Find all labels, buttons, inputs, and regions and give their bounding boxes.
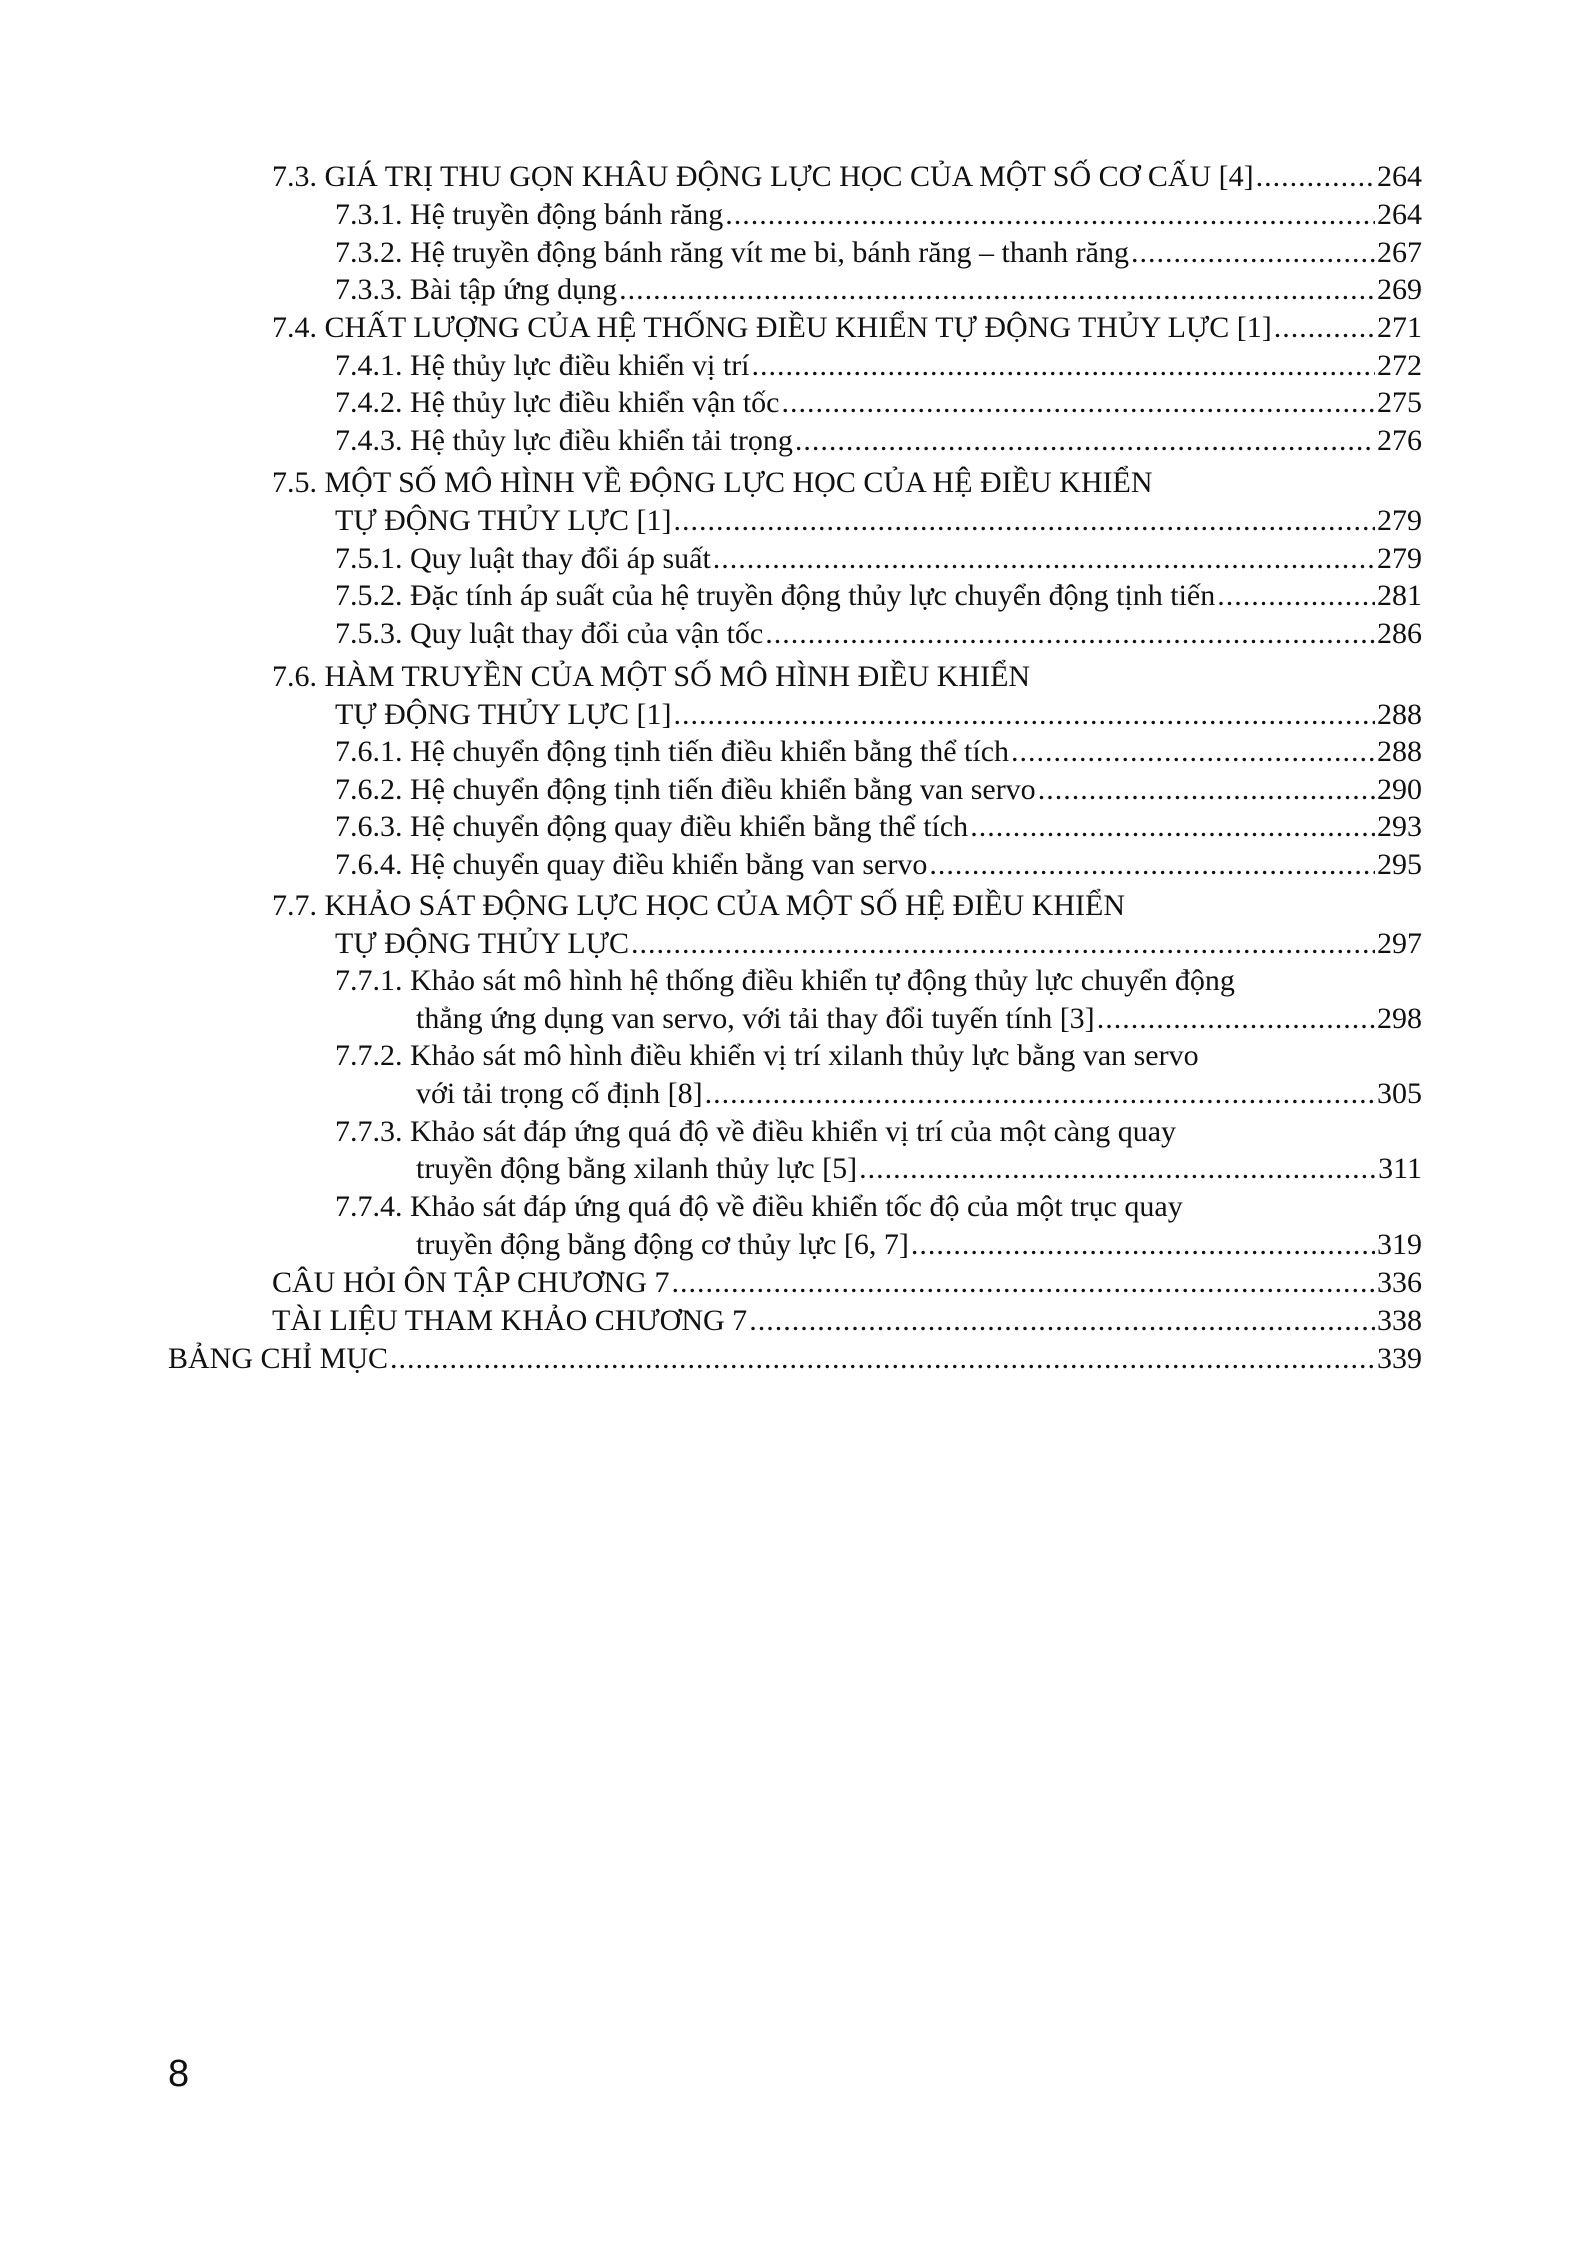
dot-leader — [752, 348, 1375, 384]
dot-leader — [713, 541, 1375, 577]
toc-entry-page: 275 — [1377, 386, 1422, 419]
dot-leader — [390, 1341, 1375, 1377]
dot-leader — [911, 1227, 1375, 1263]
toc-entry-page: 295 — [1377, 848, 1422, 881]
dot-leader — [929, 847, 1375, 883]
toc-entry-7-5-2[interactable] — [335, 578, 1422, 614]
toc-entry-7-6-line1[interactable]: 7.6. HÀM TRUYỀN CỦA MỘT SỐ MÔ HÌNH ĐIỀU KHIỂN — [272, 660, 1031, 693]
toc-entry-page: 288 — [1377, 735, 1422, 768]
toc-entry-7-4-3[interactable] — [335, 423, 1422, 459]
toc-entry-title: 7.3. GIÁ TRỊ THU GỌN KHÂU ĐỘNG LỰC HỌC CỦA MỘT SỐ CƠ CẤU [4] — [272, 160, 1254, 193]
dot-leader — [1256, 159, 1375, 195]
dot-leader — [782, 385, 1376, 421]
toc-entry-page: 272 — [1377, 349, 1422, 382]
toc-entry-title: 7.6.2. Hệ chuyển động tịnh tiến điều khiển bằng van servo — [335, 773, 1036, 806]
dot-leader — [970, 809, 1375, 845]
toc-entry-7-6-4[interactable] — [335, 847, 1422, 883]
toc-entry-page: 281 — [1377, 579, 1422, 612]
dot-leader — [674, 697, 1375, 733]
toc-entry-title: 7.3.2. Hệ truyền động bánh răng vít me bi, bánh răng – thanh răng — [335, 236, 1129, 269]
dot-leader — [631, 926, 1375, 962]
toc-entry-title: TÀI LIỆU THAM KHẢO CHƯƠNG 7 — [272, 1304, 748, 1337]
toc-entry-page: 279 — [1377, 504, 1422, 537]
dot-leader — [765, 616, 1375, 652]
toc-entry-7-7-1-line1[interactable]: 7.7.1. Khảo sát mô hình hệ thống điều khiển tự động thủy lực chuyển động — [335, 964, 1235, 997]
toc-entry-title: BẢNG CHỈ MỤC — [168, 1342, 389, 1375]
dot-leader — [1217, 578, 1375, 614]
toc-entry-title: 7.3.1. Hệ truyền động bánh răng — [335, 198, 724, 231]
toc-entry-page: 293 — [1377, 810, 1422, 843]
toc-entry-7-3-2[interactable] — [335, 235, 1422, 271]
toc-entry-7-4[interactable] — [272, 310, 1422, 346]
toc-entry-7-4-1[interactable] — [335, 348, 1422, 384]
toc-entry-7-5-1[interactable] — [335, 541, 1422, 577]
toc-entry-page: 271 — [1377, 311, 1422, 344]
toc-entry-title: 7.6.1. Hệ chuyển động tịnh tiến điều khiển bằng thể tích — [335, 735, 1010, 768]
page-number: 8 — [168, 2053, 190, 2095]
toc-entry-7-7-4[interactable] — [416, 1227, 1422, 1263]
toc-entry-page: 305 — [1377, 1077, 1422, 1110]
toc-entry-index[interactable] — [168, 1341, 1422, 1377]
toc-entry-7-7-2-line1[interactable]: 7.7.2. Khảo sát mô hình điều khiển vị trí xilanh thủy lực bằng van servo — [335, 1039, 1199, 1072]
toc-entry-title: CÂU HỎI ÔN TẬP CHƯƠNG 7 — [272, 1266, 670, 1299]
toc-entry-page: 269 — [1377, 273, 1422, 306]
toc-entry-7-6-1[interactable] — [335, 734, 1422, 770]
toc-entry-7-3-3[interactable] — [335, 272, 1422, 308]
toc-entry-page: 319 — [1377, 1228, 1422, 1261]
dot-leader — [859, 1151, 1376, 1187]
toc-entry-7-6-2[interactable] — [335, 772, 1422, 808]
toc-entry-title: thẳng ứng dụng van servo, với tải thay đổi tuyến tính [3] — [416, 1002, 1095, 1035]
toc-entry-title: 7.5.2. Đặc tính áp suất của hệ truyền động thủy lực chuyển động tịnh tiến — [335, 579, 1216, 612]
toc-entry-7-5-3[interactable] — [335, 616, 1422, 652]
dot-leader — [1097, 1001, 1375, 1037]
toc-entry-review-questions[interactable] — [272, 1265, 1422, 1301]
toc-entry-7-7-line1[interactable]: 7.7. KHẢO SÁT ĐỘNG LỰC HỌC CỦA MỘT SỐ HỆ ĐIỀU KHIỂN — [272, 889, 1126, 922]
toc-entry-page: 336 — [1377, 1266, 1422, 1299]
toc-entry-page: 311 — [1378, 1152, 1422, 1185]
toc-entry-7-6[interactable] — [335, 697, 1422, 733]
toc-entry-7-7-3[interactable] — [416, 1151, 1422, 1187]
toc-entry-7-4-2[interactable] — [335, 385, 1422, 421]
toc-entry-references[interactable] — [272, 1303, 1422, 1339]
toc-entry-page: 267 — [1377, 236, 1422, 269]
toc-entry-7-3-1[interactable] — [335, 197, 1422, 233]
toc-entry-page: 264 — [1377, 160, 1422, 193]
toc-entry-title: 7.4.3. Hệ thủy lực điều khiển tải trọng — [335, 424, 793, 457]
toc-entry-7-5[interactable] — [335, 503, 1422, 539]
toc-entry-7-3[interactable] — [272, 159, 1422, 195]
toc-entry-title: 7.4.2. Hệ thủy lực điều khiển vận tốc — [335, 386, 780, 419]
dot-leader — [795, 423, 1375, 459]
toc-entry-7-7-1[interactable] — [416, 1001, 1422, 1037]
toc-entry-title: TỰ ĐỘNG THỦY LỰC [1] — [335, 504, 672, 537]
toc-entry-7-7-4-line1[interactable]: 7.7.4. Khảo sát đáp ứng quá độ về điều khiển tốc độ của một trục quay — [335, 1190, 1183, 1223]
toc-entry-page: 338 — [1377, 1304, 1422, 1337]
toc-entry-7-7[interactable] — [335, 926, 1422, 962]
dot-leader — [725, 197, 1375, 233]
toc-entry-title: 7.6.3. Hệ chuyển động quay điều khiển bằng thể tích — [335, 810, 969, 843]
toc-entry-title: 7.4.1. Hệ thủy lực điều khiển vị trí — [335, 349, 750, 382]
dot-leader — [1131, 235, 1375, 271]
toc-entry-title: 7.5.1. Quy luật thay đổi áp suất — [335, 542, 711, 575]
toc-entry-title: TỰ ĐỘNG THỦY LỰC — [335, 927, 630, 960]
toc-entry-7-7-3-line1[interactable]: 7.7.3. Khảo sát đáp ứng quá độ về điều khiển vị trí của một càng quay — [335, 1115, 1177, 1148]
toc-entry-title: 7.4. CHẤT LƯỢNG CỦA HỆ THỐNG ĐIỀU KHIỂN TỰ ĐỘNG THỦY LỰC [1] — [272, 311, 1272, 344]
toc-entry-page: 264 — [1377, 198, 1422, 231]
dot-leader — [705, 1076, 1375, 1112]
toc-entry-title: 7.5.3. Quy luật thay đổi của vận tốc — [335, 617, 764, 650]
toc-entry-7-7-2[interactable] — [416, 1076, 1422, 1112]
toc-entry-title: với tải trọng cố định [8] — [416, 1077, 703, 1110]
toc-entry-title: 7.3.3. Bài tập ứng dụng — [335, 273, 618, 306]
toc-entry-7-5-line1[interactable]: 7.5. MỘT SỐ MÔ HÌNH VỀ ĐỘNG LỰC HỌC CỦA HỆ ĐIỀU KHIỂN — [272, 466, 1153, 499]
dot-leader — [1011, 734, 1375, 770]
dot-leader — [749, 1303, 1375, 1339]
toc-entry-page: 297 — [1377, 927, 1422, 960]
toc-entry-title: truyền động bằng động cơ thủy lực [6, 7] — [416, 1228, 909, 1261]
dot-leader — [671, 1265, 1375, 1301]
toc-entry-page: 339 — [1377, 1342, 1422, 1375]
toc-entry-page: 276 — [1377, 424, 1422, 457]
dot-leader — [1274, 310, 1375, 346]
dot-leader — [674, 503, 1375, 539]
toc-entry-page: 286 — [1377, 617, 1422, 650]
dot-leader — [619, 272, 1375, 308]
dot-leader — [1038, 772, 1375, 808]
toc-entry-7-6-3[interactable] — [335, 809, 1422, 845]
toc-entry-title: 7.6.4. Hệ chuyển quay điều khiển bằng van servo — [335, 848, 928, 881]
toc-entry-page: 279 — [1377, 542, 1422, 575]
toc-entry-title: truyền động bằng xilanh thủy lực [5] — [416, 1152, 858, 1185]
toc-entry-page: 298 — [1377, 1002, 1422, 1035]
toc-entry-title: TỰ ĐỘNG THỦY LỰC [1] — [335, 698, 672, 731]
toc-entry-page: 288 — [1377, 698, 1422, 731]
toc-entry-page: 290 — [1377, 773, 1422, 806]
